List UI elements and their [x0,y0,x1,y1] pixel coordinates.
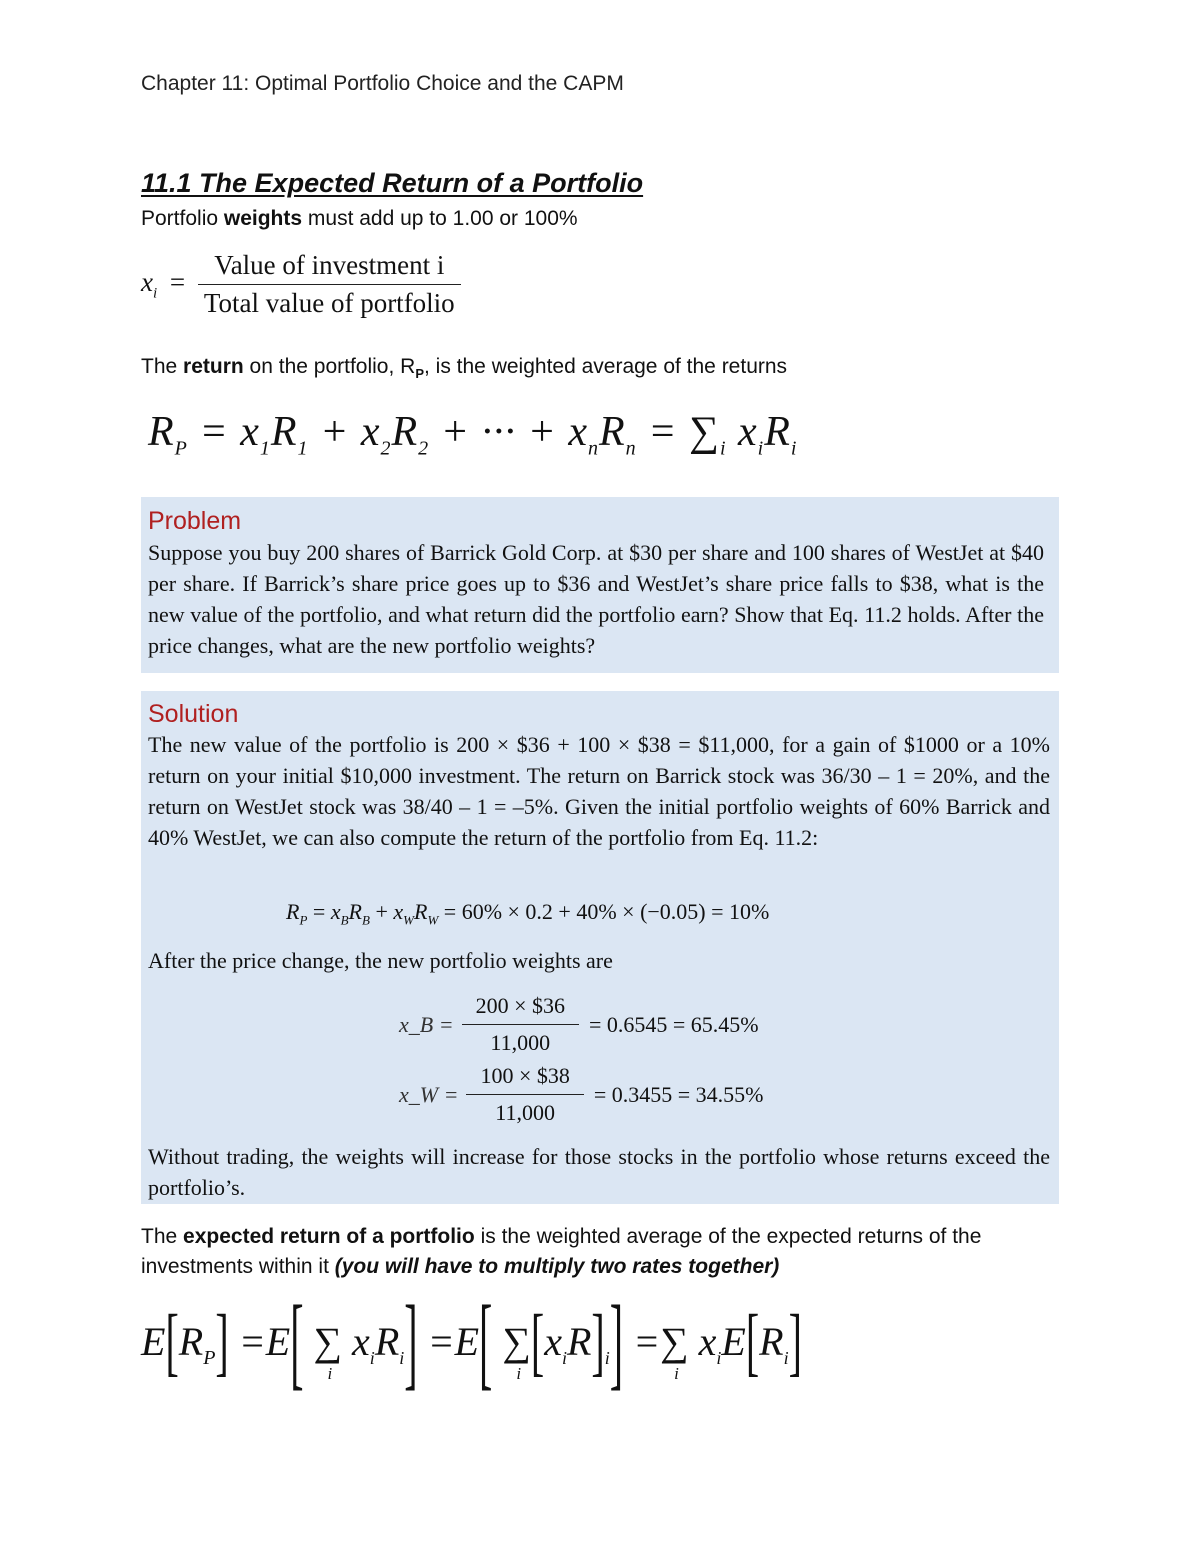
weight-formula-equals: = [169,266,186,297]
weight-b-fraction [462,993,579,1056]
weight-b-lhs: x_B = [399,1011,454,1037]
weight-w-lhs: x_W = [399,1081,459,1107]
weights-sentence-bold: weights [223,207,303,230]
weight-b-denominator: 11,000 [490,1030,551,1055]
expected-sentence-pre: The [141,1225,184,1248]
weight-b-result: = 0.6545 = 65.45% [588,1011,759,1037]
expected-sentence [141,1222,1056,1282]
weight-w-numerator: 100 × $38 [466,1063,583,1095]
return-sentence-post: , is the weighted average of the returns [424,355,788,378]
weight-formula-denominator: Total value of portfolio [203,288,455,318]
expected-sentence-bold-italic: (you will have to multiply two rates together) [334,1255,780,1278]
weight-w-equation [399,1063,764,1126]
chapter-header: Chapter 11: Optimal Portfolio Choice and the CAPM [141,72,624,95]
weight-b-equation [399,993,759,1056]
weight-formula-fraction [198,250,461,319]
solution-box [141,691,1059,1204]
return-sentence-bold: return [183,355,244,378]
section-title: 11.1 The Expected Return of a Portfolio [141,168,644,198]
solution-title: Solution [148,700,239,728]
return-sentence [141,352,787,389]
return-sentence-sub: P [415,366,424,382]
problem-text: Suppose you buy 200 shares of Barrick Gold Corp. at $30 per share and 100 shares of WestJet at $40 per share. If Barrick’s share price goes up to $36 and WestJet’s share price falls to $38, what is the new value of the portfolio, and what return did the portfolio earn? Show that Eq. 11.2 holds. After the price changes, what are the new portfolio weights? [148,540,1044,658]
return-sentence-pre: The [141,355,184,378]
solution-text: The new value of the portfolio is 200 × $36 + 100 × $38 = $11,000, for a gain of $1000 or a 10% return on your initial $10,000 investment. The return on Barrick stock was 36/30 – 1 = 20%, and the return on WestJet stock was 38/40 – 1 = –5%. Given the initial portfolio weights of 60% Barrick and 40% WestJet, we can also compute the return of the portfolio from Eq. 11.2: [148,732,1050,850]
solution-closing-text: Without trading, the weights will increase for those stocks in the portfolio whose returns exceed the portfolio’s. [148,1144,1050,1200]
weights-sentence-pre: Portfolio [141,207,224,230]
expected-return-formula: $E[R_P] =E$[ ∑ i $x_iR_i] =E$[ ∑ i $[x_iR]_i$] =∑ i $x_iE[R_i]$ [141,1283,802,1400]
weights-sentence-post: must add up to 1.00 or 100% [302,207,578,230]
weight-formula-numerator: Value of investment i [198,250,461,285]
return-formula: $R_P = x_1R_1 + x_2R_2$ + ··· + $x_nR_n = \sum_i$ $x_iR_i$ [148,409,798,460]
expected-sentence-bold: expected return of a portfolio [183,1225,475,1248]
weight-w-result: = 0.3455 = 34.55% [593,1081,764,1107]
weight-b-numerator: 200 × $36 [462,993,579,1025]
weight-w-denominator: 11,000 [495,1100,555,1125]
expected-sentence-mid: is the weighted average of the expected returns of the investments within it [141,1225,982,1278]
solution-after-text: After the price change, the new portfolio weights are [148,948,613,973]
weight-w-fraction [466,1063,583,1126]
weight-formula [141,250,461,319]
return-sentence-mid: on the portfolio, R [243,355,416,378]
problem-box [141,497,1059,673]
solution-equation: $R_P = x_BR_B + x_WR_W = 60\% \times 0.2 + 40\% \times (-0.05) = 10\%$ [286,899,770,928]
weight-formula-lhs: $x_i$ [141,266,158,302]
problem-title: Problem [148,507,242,535]
weights-sentence [141,204,578,234]
